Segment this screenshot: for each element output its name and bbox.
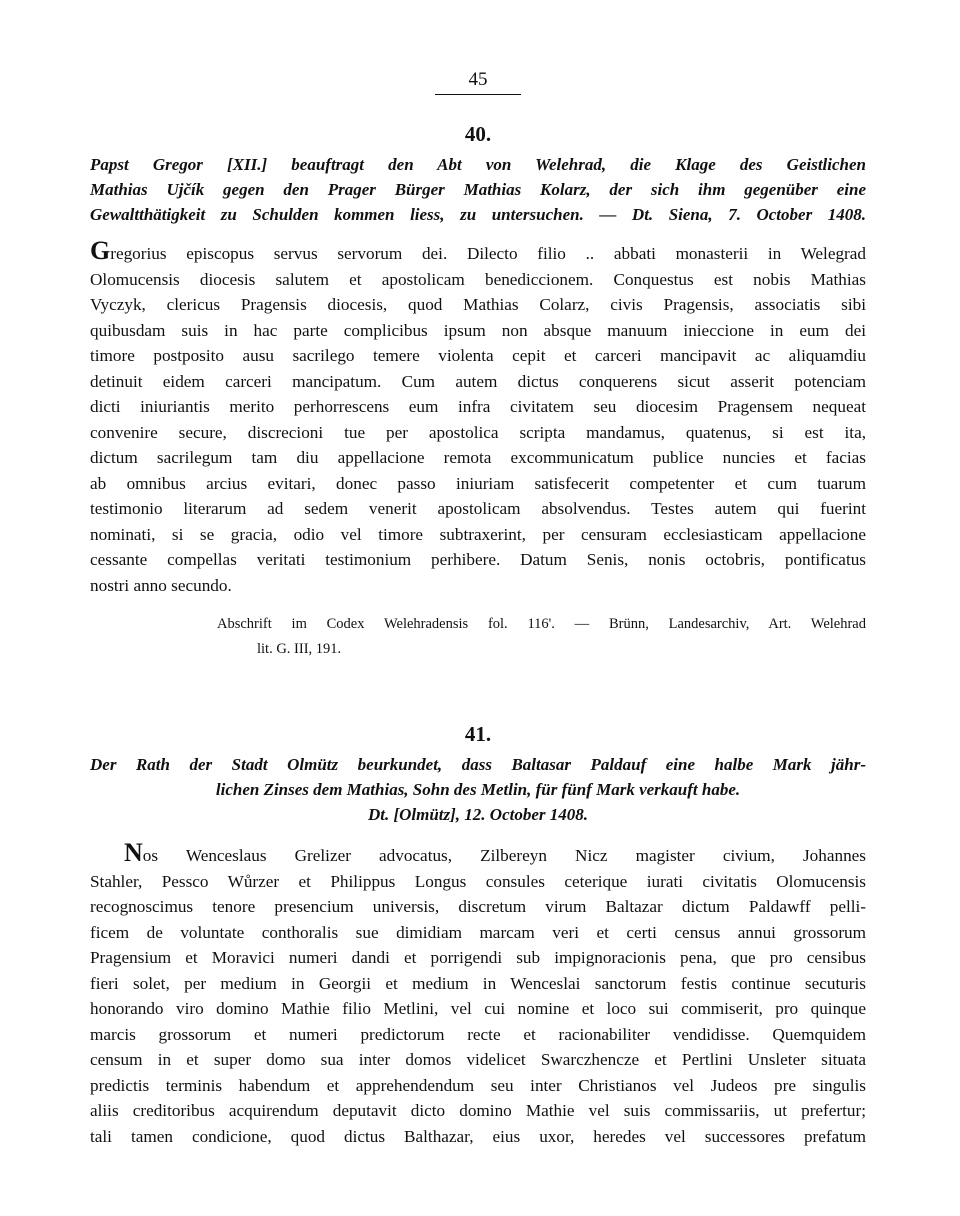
body-line: timore postposito ausu sacrilego temere violenta cepit et carceri mancipavit ac aliquamdiu	[90, 346, 866, 365]
body-line: dictum sacrilegum tam diu appellacione remota excommunicatum publice nuncies et facias	[90, 448, 866, 467]
body-text-41	[90, 838, 866, 1149]
body-line: cessante compellas veritati testimonium perhibere. Datum Senis, nonis octobris, pontificatus	[90, 550, 866, 569]
body-line: recognoscimus tenore presencium universis, discretum virum Baltazar dictum Paldawff pelli-	[90, 897, 866, 916]
body-line: Vyczyk, clericus Pragensis diocesis, quod Mathias Colarz, civis Pragensis, associatis sibi	[90, 295, 866, 314]
body-line: fieri solet, per medium in Georgii et medium in Wenceslai sanctorum festis continue secuturis	[90, 973, 866, 993]
document-number-41: 41.	[464, 722, 492, 746]
source-note-40	[217, 612, 866, 662]
body-line: Pragensium et Moravici numeri dandi et porrigendi sub impignoracionis pena, que pro censibus	[90, 948, 866, 967]
body-line: detinuit eidem carceri mancipatum. Cum autem dictus conquerens sicut asserit potenciam	[90, 371, 866, 391]
body-line: nominati, si se gracia, odio vel timore subtraxerint, per censuram ecclesiasticam appellacione	[90, 524, 866, 544]
regest-line: Papst Gregor [XII.] beauftragt den Abt von Welehrad, die Klage des Geistlichen	[90, 155, 866, 174]
regest-line: lichen Zinses dem Mathias, Sohn des Metlin, für fünf Mark verkauft habe.	[215, 780, 741, 799]
regest-41	[90, 752, 866, 827]
regest-line: Mathias Ujčík gegen den Prager Bürger Mathias Kolarz, der sich ihm gegenüber eine	[90, 180, 866, 199]
regest-40	[90, 152, 866, 227]
body-line: Olomucensis diocesis salutem et apostolicam benediccionem. Conquestus est nobis Mathias	[90, 269, 866, 289]
body-line: predictis terminis habendum et apprehendendum seu inter Christianos vel Judeos pre singulis	[90, 1075, 866, 1095]
document-page	[90, 68, 866, 1149]
body-line: testimonio literarum ad sedem venerit apostolicam absolvendus. Testes autem qui fuerint	[90, 499, 866, 518]
body-line: ficem de voluntate conthoralis sue dimidiam marcam veri et certi census annui grossorum	[90, 922, 866, 942]
page-number: 45	[468, 69, 488, 90]
regest-line: Der Rath der Stadt Olmütz beurkundet, dass Baltasar Paldauf eine halbe Mark jähr-	[90, 755, 866, 774]
body-line: censum in et super domo sua inter domos videlicet Swarczhencze et Pertlini Unsleter situata	[90, 1050, 866, 1069]
body-line: Gregorius episcopus servus servorum dei. Dilecto filio .. abbati monasterii in Welegrad	[90, 236, 866, 265]
page-number-rule	[435, 94, 521, 95]
body-line: dicti iniuriantis merito perhorrescens eum infra civitatem seu diocesim Pragensem nequeat	[90, 397, 866, 416]
body-line: marcis grossorum et numeri predictorum recte et racionabiliter vendidisse. Quemquidem	[90, 1024, 866, 1044]
regest-line: Gewaltthätigkeit zu Schulden kommen liess, zu untersuchen. — Dt. Siena, 7. October 1408.	[90, 205, 866, 224]
body-line: quibusdam suis in hac parte complicibus ipsum non absque manuum inieccione in eum dei	[90, 320, 866, 340]
body-line: aliis creditoribus acquirendum deputavit dicto domino Mathie vel suis commissariis, ut prefertur;	[90, 1101, 866, 1120]
body-line: honorando viro domino Mathie filio Metlini, vel cui nomine et loco sui commiserit, pro quinque	[90, 999, 866, 1018]
source-line: Abschrift im Codex Welehradensis fol. 116'. — Brünn, Landesarchiv, Art. Welehrad	[217, 616, 866, 632]
body-line: tali tamen condicione, quod dictus Balthazar, eius uxor, heredes vel successores prefatum	[90, 1126, 866, 1146]
body-line: Nos Wenceslaus Grelizer advocatus, Zilbereyn Nicz magister civium, Johannes	[124, 838, 866, 867]
source-line: lit. G. III, 191.	[257, 641, 342, 657]
document-number-40: 40.	[464, 122, 492, 146]
initial-letter: N	[124, 838, 143, 867]
initial-letter: G	[90, 236, 111, 265]
body-line: ab omnibus arcius evitari, donec passo iniuriam satisfecerit competenter et cum tuarum	[90, 473, 866, 493]
regest-line: Dt. [Olmütz], 12. October 1408.	[367, 805, 589, 824]
body-line: Stahler, Pessco Wůrzer et Philippus Longus consules ceterique iurati civitatis Olomucensis	[90, 871, 866, 891]
body-text-40	[90, 236, 866, 598]
body-line: convenire secure, discrecioni tue per apostolica scripta mandamus, quatenus, si est ita,	[90, 422, 866, 442]
body-line: nostri anno secundo.	[90, 575, 232, 595]
